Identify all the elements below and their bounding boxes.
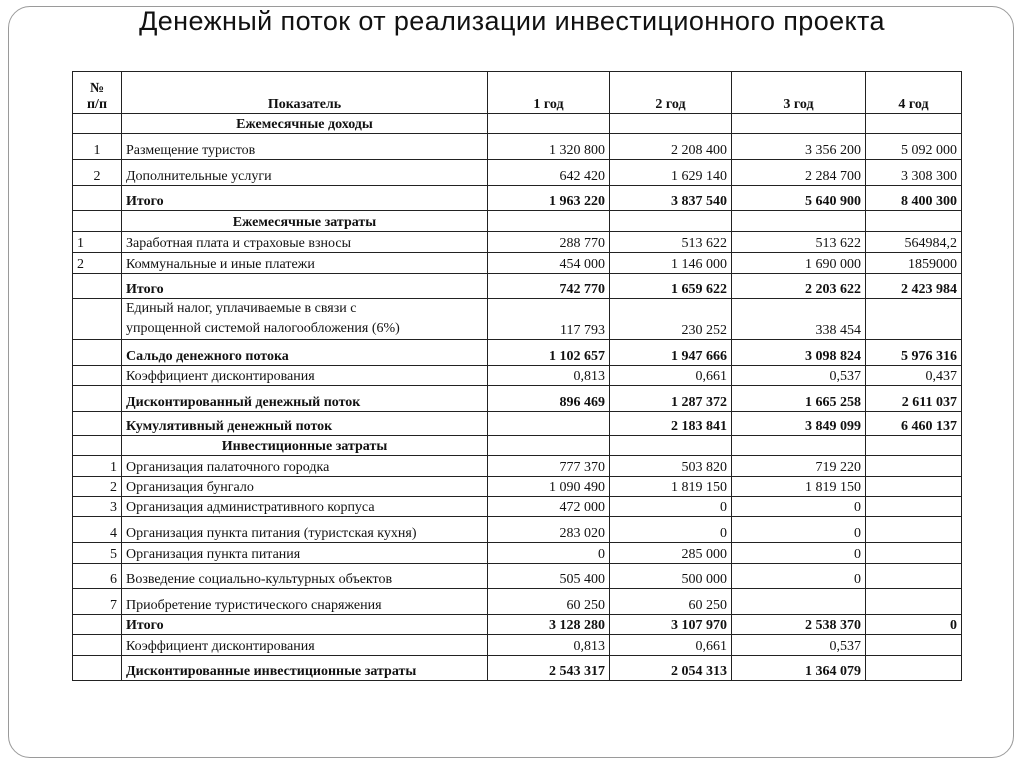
value-year-1: 283 020	[488, 517, 610, 543]
value-year-1: 1 963 220	[488, 186, 610, 211]
value-year-1: 60 250	[488, 589, 610, 615]
value-year-3: 2 203 622	[732, 274, 866, 299]
value-year-2: 1 659 622	[610, 274, 732, 299]
table-row	[73, 497, 962, 517]
value-year-2: 500 000	[610, 564, 732, 589]
value-year-1: 1 320 800	[488, 134, 610, 160]
row-label: Итого	[122, 615, 488, 635]
value-year-3: 2 538 370	[732, 615, 866, 635]
invest-discounted-row	[73, 656, 962, 681]
value-year-1: 1 102 657	[488, 340, 610, 366]
value-year-2: 3 837 540	[610, 186, 732, 211]
value-year-2: 60 250	[610, 589, 732, 615]
row-label: Кумулятивный денежный поток	[122, 412, 488, 436]
value-year-3: 5 640 900	[732, 186, 866, 211]
value-year-3: 3 098 824	[732, 340, 866, 366]
value-year-4	[866, 564, 962, 589]
row-label: Организация пункта питания (туристская кухня)	[122, 517, 488, 543]
value-year-2: 1 287 372	[610, 386, 732, 412]
row-number: 5	[73, 543, 122, 564]
row-label: Коэффициент дисконтирования	[122, 366, 488, 386]
value-year-4: 1859000	[866, 253, 962, 274]
row-label: Итого	[122, 274, 488, 299]
value-year-2: 1 819 150	[610, 477, 732, 497]
row-label: Организация бунгало	[122, 477, 488, 497]
row-label: Заработная плата и страховые взносы	[122, 232, 488, 253]
table-row	[73, 517, 962, 543]
total-row-invest	[73, 615, 962, 635]
value-year-4	[866, 656, 962, 681]
value-year-3: 513 622	[732, 232, 866, 253]
value-year-2: 0	[610, 517, 732, 543]
value-year-2: 0	[610, 497, 732, 517]
value-year-3	[732, 589, 866, 615]
value-year-3: 3 356 200	[732, 134, 866, 160]
value-year-2: 503 820	[610, 456, 732, 477]
row-number: 2	[73, 160, 122, 186]
value-year-4: 6 460 137	[866, 412, 962, 436]
value-year-3: 1 690 000	[732, 253, 866, 274]
table-row	[73, 456, 962, 477]
value-year-2: 285 000	[610, 543, 732, 564]
value-year-1: 0,813	[488, 366, 610, 386]
section-title: Ежемесячные доходы	[122, 114, 488, 134]
section-row-income	[73, 114, 962, 134]
value-year-4: 0	[866, 615, 962, 635]
table-row	[73, 477, 962, 497]
value-year-4: 3 308 300	[866, 160, 962, 186]
table-row	[73, 134, 962, 160]
value-year-2: 1 947 666	[610, 340, 732, 366]
value-year-2: 0,661	[610, 366, 732, 386]
row-label: Итого	[122, 186, 488, 211]
row-label: Возведение социально-культурных объектов	[122, 564, 488, 589]
value-year-2: 2 208 400	[610, 134, 732, 160]
value-year-2: 3 107 970	[610, 615, 732, 635]
value-year-4: 2 611 037	[866, 386, 962, 412]
total-row-income	[73, 186, 962, 211]
value-year-1: 454 000	[488, 253, 610, 274]
value-year-3: 1 665 258	[732, 386, 866, 412]
value-year-3: 0,537	[732, 635, 866, 656]
table-row	[73, 589, 962, 615]
value-year-1: 742 770	[488, 274, 610, 299]
row-number: 3	[73, 497, 122, 517]
row-number: 1	[73, 232, 122, 253]
value-year-4: 5 092 000	[866, 134, 962, 160]
value-year-1: 0	[488, 543, 610, 564]
header-year-1: 1 год	[488, 72, 610, 114]
row-number: 1	[73, 134, 122, 160]
value-year-1: 3 128 280	[488, 615, 610, 635]
value-year-4	[866, 456, 962, 477]
table-row	[73, 232, 962, 253]
section-title: Ежемесячные затраты	[122, 211, 488, 232]
value-year-1: 896 469	[488, 386, 610, 412]
section-title: Инвестиционные затраты	[122, 436, 488, 456]
value-year-2: 0,661	[610, 635, 732, 656]
value-year-4: 0,437	[866, 366, 962, 386]
section-row-costs	[73, 211, 962, 232]
row-label: Размещение туристов	[122, 134, 488, 160]
balance-row	[73, 340, 962, 366]
value-year-4: 564984,2	[866, 232, 962, 253]
row-number: 2	[73, 477, 122, 497]
value-year-1: 1 090 490	[488, 477, 610, 497]
discounted-flow-row	[73, 386, 962, 412]
value-year-2: 1 629 140	[610, 160, 732, 186]
value-year-4	[866, 635, 962, 656]
row-number: 1	[73, 456, 122, 477]
value-year-2: 2 054 313	[610, 656, 732, 681]
invest-discount-row	[73, 635, 962, 656]
header-indicator: Показатель	[122, 72, 488, 114]
header-year-4: 4 год	[866, 72, 962, 114]
slide-title: Денежный поток от реализации инвестиционного проекта	[139, 6, 885, 36]
header-year-2: 2 год	[610, 72, 732, 114]
value-year-2: 2 183 841	[610, 412, 732, 436]
value-year-3: 3 849 099	[732, 412, 866, 436]
value-year-3: 0	[732, 497, 866, 517]
value-year-4	[866, 517, 962, 543]
cash-flow-table	[72, 71, 962, 681]
table-row	[73, 253, 962, 274]
table-header-row	[73, 72, 962, 114]
value-year-1	[488, 412, 610, 436]
value-year-1: 117 793	[488, 299, 610, 340]
value-year-4	[866, 543, 962, 564]
row-label: Коэффициент дисконтирования	[122, 635, 488, 656]
row-label: Сальдо денежного потока	[122, 340, 488, 366]
value-year-4	[866, 589, 962, 615]
value-year-2: 230 252	[610, 299, 732, 340]
value-year-3: 0,537	[732, 366, 866, 386]
header-year-3: 3 год	[732, 72, 866, 114]
row-number: 6	[73, 564, 122, 589]
value-year-3: 719 220	[732, 456, 866, 477]
value-year-3: 338 454	[732, 299, 866, 340]
table-row	[73, 543, 962, 564]
value-year-3: 0	[732, 564, 866, 589]
section-row-invest	[73, 436, 962, 456]
row-number: 7	[73, 589, 122, 615]
row-label: Коммунальные и иные платежи	[122, 253, 488, 274]
value-year-2: 1 146 000	[610, 253, 732, 274]
row-label: Приобретение туристического снаряжения	[122, 589, 488, 615]
value-year-1: 0,813	[488, 635, 610, 656]
value-year-4: 2 423 984	[866, 274, 962, 299]
value-year-3: 1 819 150	[732, 477, 866, 497]
row-label: Дисконтированный денежный поток	[122, 386, 488, 412]
value-year-4	[866, 299, 962, 340]
row-label: Дополнительные услуги	[122, 160, 488, 186]
value-year-1: 777 370	[488, 456, 610, 477]
discount-row	[73, 366, 962, 386]
table-row	[73, 564, 962, 589]
value-year-3: 0	[732, 517, 866, 543]
value-year-3: 2 284 700	[732, 160, 866, 186]
value-year-2: 513 622	[610, 232, 732, 253]
value-year-3: 1 364 079	[732, 656, 866, 681]
table-row	[73, 160, 962, 186]
row-number: 2	[73, 253, 122, 274]
value-year-1: 505 400	[488, 564, 610, 589]
row-label: Организация пункта питания	[122, 543, 488, 564]
value-year-1: 288 770	[488, 232, 610, 253]
value-year-1: 642 420	[488, 160, 610, 186]
row-label: Организация палаточного городка	[122, 456, 488, 477]
row-label: Организация административного корпуса	[122, 497, 488, 517]
row-number: 4	[73, 517, 122, 543]
row-label: Единый налог, уплачиваемые в связи с упрощенной системой налогообложения (6%)	[122, 299, 488, 340]
header-no: № п/п	[73, 72, 122, 114]
value-year-4	[866, 477, 962, 497]
cumulative-row	[73, 412, 962, 436]
total-row-costs	[73, 274, 962, 299]
row-label: Дисконтированные инвестиционные затраты	[122, 656, 488, 681]
value-year-3: 0	[732, 543, 866, 564]
value-year-4: 5 976 316	[866, 340, 962, 366]
tax-row	[73, 299, 962, 340]
value-year-4: 8 400 300	[866, 186, 962, 211]
value-year-1: 2 543 317	[488, 656, 610, 681]
value-year-4	[866, 497, 962, 517]
value-year-1: 472 000	[488, 497, 610, 517]
